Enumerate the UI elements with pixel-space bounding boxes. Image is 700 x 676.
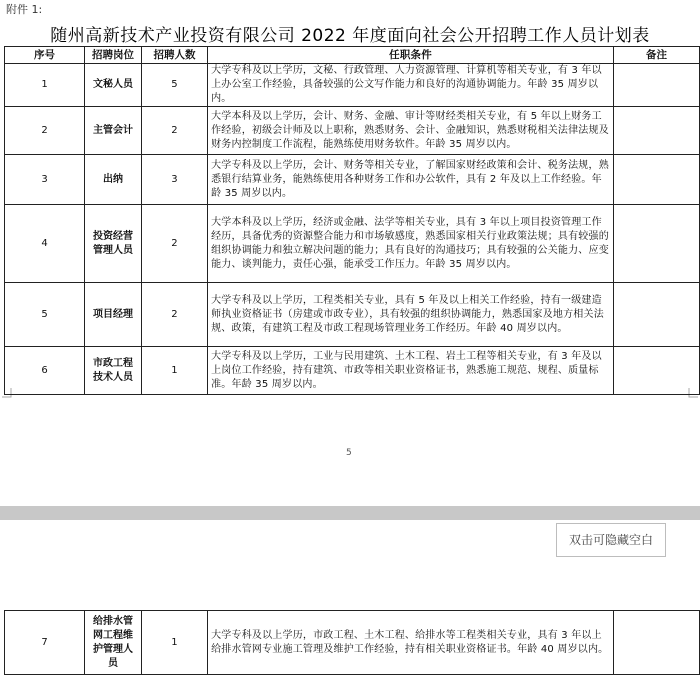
row-requirements: 大学本科及以上学历，经济或金融、法学等相关专业，具有 3 年以上项目投资管理工作经历，具备优秀的资源整合能力和市场敏感度，熟悉国家相关行业政策法规；具有较强的组织协调能力和独立解决问题的能力；具有良好的沟通技巧；具有较强的公关能力、应变能力、谈判能力，责任心强，能承受工作压力。年龄 35 周岁以内。: [208, 205, 614, 283]
row-position-label: 给排水管网工程维护管理人员: [92, 615, 133, 669]
row-position: [85, 283, 142, 347]
attachment-label: 附件 1:: [6, 3, 43, 16]
row-count: 2: [141, 283, 207, 347]
row-position-label: 投资经营管理人员: [92, 230, 133, 256]
row-count: 5: [141, 64, 207, 107]
row-index: 3: [5, 155, 85, 205]
row-requirements: 大学本科及以上学历，会计、财务、金融、审计等财经类相关专业，有 5 年以上财务工作经验，初级会计师及以上职称，熟悉财务、会计、金融知识，熟悉财税相关法律法规及财务内控制度工作流程，能熟练使用财务软件。年龄 35 周岁以内。: [208, 107, 614, 155]
row-count: 1: [141, 611, 207, 675]
row-position: [85, 107, 142, 155]
table-row: [5, 107, 700, 155]
table-row: [5, 155, 700, 205]
row-note: [613, 107, 699, 155]
row-index: 5: [5, 283, 85, 347]
table-row: [5, 347, 700, 395]
page-number: 5: [346, 448, 352, 458]
table-row: [5, 283, 700, 347]
row-requirements: 大学专科及以上学历，工程类相关专业，具有 5 年及以上相关工作经验，持有一级建造师执业资格证书（房建或市政专业），具有较强的组织协调能力，熟悉国家及地方相关法规、政策，有建筑工程及市政工程现场管理业务工作经历。年龄 40 周岁以内。: [208, 283, 614, 347]
row-count: 2: [141, 205, 207, 283]
row-position: [85, 155, 142, 205]
header-requirements: 任职条件: [208, 47, 614, 64]
row-requirements: 大学专科及以上学历，市政工程、土木工程、给排水等工程类相关专业，具有 3 年以上给排水管网专业施工管理及维护工作经验，持有相关职业资格证书。年龄 40 周岁以内。: [208, 611, 614, 675]
row-requirements: 大学专科及以上学历，会计、财务等相关专业，了解国家财经政策和会计、税务法规，熟悉银行结算业务，能熟练使用各种财务工作和办公软件，具有 2 年及以上工作经验。年龄 35 周岁以内。: [208, 155, 614, 205]
table-row: [5, 64, 700, 107]
table-row: [5, 611, 700, 675]
recruitment-table: [4, 46, 700, 395]
row-position: [85, 611, 142, 675]
page-title: 随州高新技术产业投资有限公司 2022 年度面向社会公开招聘工作人员计划表: [50, 26, 650, 46]
header-count: 招聘人数: [141, 47, 207, 64]
row-position: [85, 347, 142, 395]
row-position: [85, 64, 142, 107]
header-index: 序号: [5, 47, 85, 64]
row-note: [613, 64, 699, 107]
row-position-label: 市政工程技术人员: [92, 357, 133, 383]
row-position: [85, 205, 142, 283]
hide-blank-button[interactable]: 双击可隐藏空白: [556, 523, 666, 557]
row-note: [613, 205, 699, 283]
header-position: 招聘岗位: [85, 47, 142, 64]
header-note: 备注: [613, 47, 699, 64]
row-note: [613, 283, 699, 347]
recruitment-table-continued: [4, 610, 700, 675]
row-note: [613, 155, 699, 205]
row-position-label: 出纳: [102, 173, 123, 185]
table-header-row: [5, 47, 700, 64]
row-requirements: 大学专科及以上学历，工业与民用建筑、土木工程、岩土工程等相关专业，有 3 年及以上岗位工作经验，持有建筑、市政等相关职业资格证书，熟悉施工规范、规程、质量标准。年龄 35 周岁以内。: [208, 347, 614, 395]
row-position-label: 主管会计: [92, 124, 133, 136]
row-note: [614, 611, 700, 675]
row-count: 2: [141, 107, 207, 155]
row-count: 1: [141, 347, 207, 395]
row-index: 6: [5, 347, 85, 395]
row-index: 2: [5, 107, 85, 155]
row-note: [613, 347, 699, 395]
row-index: 4: [5, 205, 85, 283]
page-gap: [0, 506, 700, 520]
row-requirements: 大学专科及以上学历，文秘、行政管理、人力资源管理、计算机等相关专业，有 3 年以上办公室工作经验，具备较强的公文写作能力和良好的沟通协调能力。年龄 35 周岁以内。: [208, 64, 614, 107]
row-position-label: 项目经理: [92, 308, 133, 320]
row-index: 1: [5, 64, 85, 107]
table-row: [5, 205, 700, 283]
row-count: 3: [141, 155, 207, 205]
row-position-label: 文秘人员: [92, 79, 133, 90]
row-index: 7: [5, 611, 85, 675]
